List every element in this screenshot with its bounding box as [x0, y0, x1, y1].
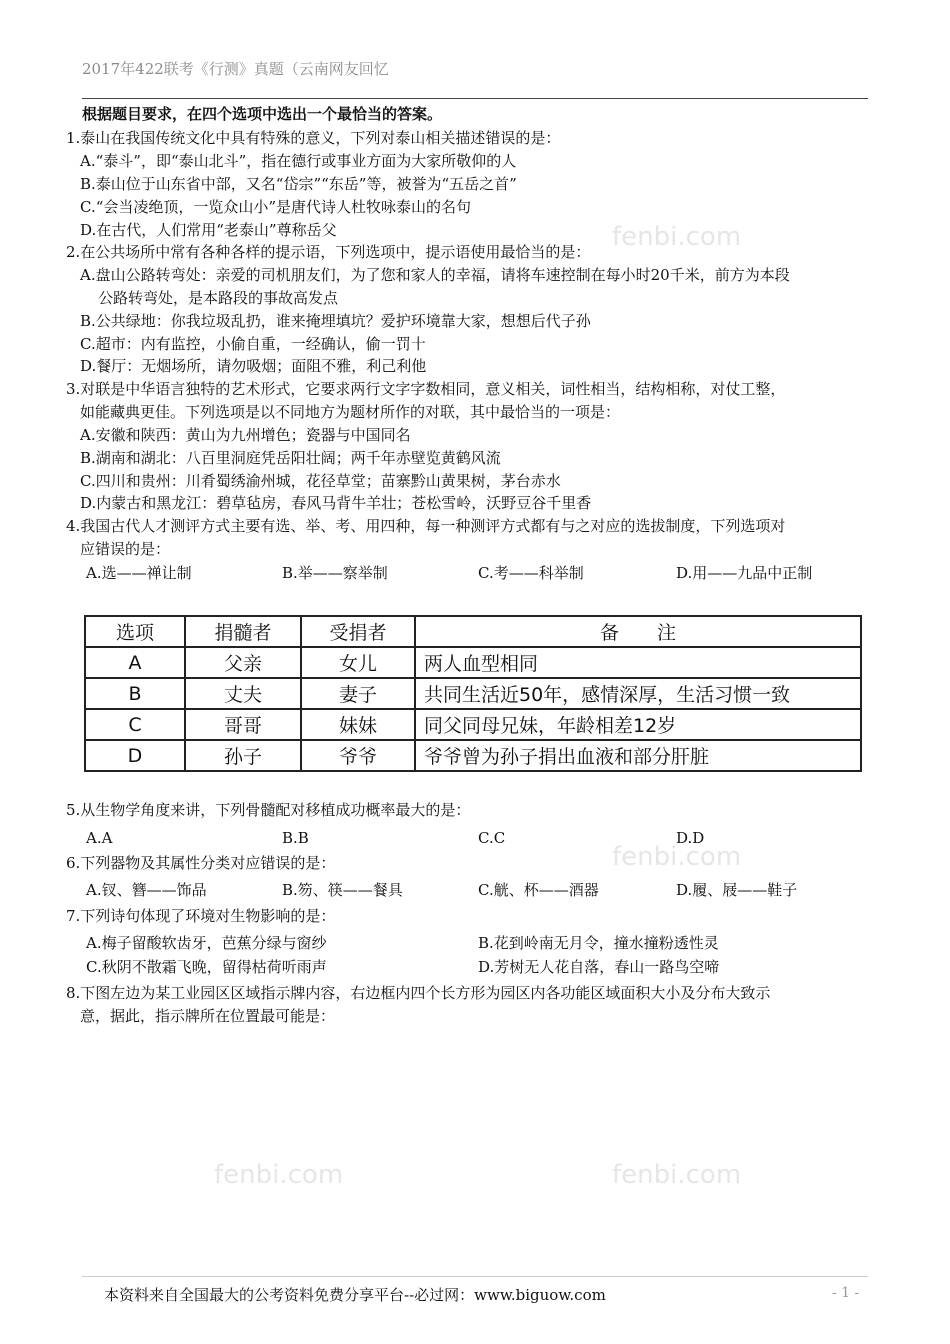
q4-option-d: D.用——九品中正制: [676, 564, 813, 582]
q1-option-c: C.“会当凌绝顶，一览众山小”是唐代诗人杜牧咏泰山的名句: [80, 198, 472, 216]
q4-stem: 4.我国古代人才测评方式主要有选、举、考、用四种，每一种测评方式都有与之对应的选拔制度，下列选项对: [66, 517, 786, 535]
q1-option-d: D.在古代，人们常用“老泰山”尊称岳父: [80, 221, 337, 239]
q7-stem: 7.下列诗句体现了环境对生物影响的是：: [66, 907, 336, 925]
q2-option-d: D.餐厅：无烟场所，请勿吸烟；面阻不雅，利己利他: [80, 357, 427, 375]
q3-option-c: C.四川和贵州：川肴蜀绣渝州城，花径草堂；苗寨黔山黄果树，茅台赤水: [80, 472, 561, 490]
q2-option-b: B.公共绿地：你我垃圾乱扔，谁来掩埋填坑？爱护环境靠大家，想想后代子孙: [80, 312, 591, 330]
q3-option-a: A.安徽和陕西：黄山为九州增色；瓷器与中国同名: [80, 426, 411, 444]
q3-stem-cont: 如能藏典更佳。下列选项是以不同地方为题材所作的对联，其中最恰当的一项是：: [80, 403, 621, 421]
table-cell: 哥哥: [185, 709, 301, 740]
table-cell: 妹妹: [301, 709, 415, 740]
q4-option-a: A.选——禅让制: [86, 564, 192, 582]
table-cell: 父亲: [185, 647, 301, 678]
q6-option-b: B.笏、筷——餐具: [282, 881, 403, 899]
q1-stem: 1.泰山在我国传统文化中具有特殊的意义，下列对泰山相关描述错误的是：: [66, 129, 561, 147]
footer-text: 本资料来自全国最大的公考资料免费分享平台--必过网：www.biguow.com: [104, 1286, 606, 1304]
donor-table: [84, 615, 862, 772]
table-cell: 妻子: [301, 678, 415, 709]
q2-stem: 2.在公共场所中常有各种各样的提示语，下列选项中，提示语使用最恰当的是：: [66, 243, 591, 261]
q7-option-d: D.芳树无人花自落，春山一路鸟空啼: [478, 958, 720, 976]
q5-option-c: C.C: [478, 829, 506, 847]
q3-option-b: B.湖南和湖北：八百里洞庭凭岳阳壮阔；两千年赤壁览黄鹤风流: [80, 449, 501, 467]
table-cell: 共同生活近50年，感情深厚，生活习惯一致: [415, 678, 861, 709]
q8-stem-cont: 意，据此，指示牌所在位置最可能是：: [80, 1007, 336, 1025]
q7-option-c: C.秋阴不散霜飞晚，留得枯荷听雨声: [86, 958, 327, 976]
table-cell: A: [85, 647, 185, 678]
q4-stem-cont: 应错误的是：: [80, 540, 171, 558]
page-header: 2017年422联考《行测》真题（云南网友回忆: [82, 60, 389, 78]
table-cell: D: [85, 740, 185, 771]
q7-option-a: A.梅子留酸软齿牙，芭蕉分绿与窗纱: [86, 934, 327, 952]
table-cell: 同父同母兄妹，年龄相差12岁: [415, 709, 861, 740]
q3-option-d: D.内蒙古和黑龙江：碧草毡房，春风马背牛羊壮；苍松雪岭，沃野豆谷千里香: [80, 494, 592, 512]
q6-stem: 6.下列器物及其属性分类对应错误的是：: [66, 854, 336, 872]
q1-option-a: A.“泰斗”，即“泰山北斗”，指在德行或事业方面为大家所敬仰的人: [80, 152, 517, 170]
table-cell: 爷爷曾为孙子捐出血液和部分肝脏: [415, 740, 861, 771]
header-divider: [82, 98, 868, 99]
q2-option-a: A.盘山公路转弯处：亲爱的司机朋友们，为了您和家人的幸福，请将车速控制在每小时20千米，前方为本段: [80, 266, 790, 284]
q2-option-a-cont: 公路转弯处，是本路段的事故高发点: [98, 289, 339, 307]
q3-stem: 3.对联是中华语言独特的艺术形式，它要求两行文字字数相同，意义相关，词性相当，结构相称，对仗工整，: [66, 380, 786, 398]
footer-divider: [82, 1276, 868, 1277]
q6-option-a: A.钗、簪——饰品: [86, 881, 207, 899]
q6-option-d: D.履、屐——鞋子: [676, 881, 798, 899]
table-cell: 丈夫: [185, 678, 301, 709]
table-header-cell: 受捐者: [301, 616, 415, 647]
table-cell: C: [85, 709, 185, 740]
page-number: - 1 -: [832, 1285, 860, 1301]
table-cell: B: [85, 678, 185, 709]
table-header-cell: 选项: [85, 616, 185, 647]
q8-stem: 8.下图左边为某工业园区区域指示牌内容，右边框内四个长方形为园区内各功能区域面积大小及分布大致示: [66, 984, 771, 1002]
watermark: fenbi.com: [612, 842, 742, 872]
q5-option-a: A.A: [86, 829, 113, 847]
q4-option-b: B.举——察举制: [282, 564, 388, 582]
q5-option-b: B.B: [282, 829, 309, 847]
table-cell: 孙子: [185, 740, 301, 771]
watermark: fenbi.com: [214, 1160, 344, 1190]
table-header-row: [85, 616, 861, 647]
watermark: fenbi.com: [612, 222, 742, 252]
table-cell: 女儿: [301, 647, 415, 678]
q6-option-c: C.觥、杯——酒器: [478, 881, 599, 899]
table-header-cell: 捐髓者: [185, 616, 301, 647]
instruction: 根据题目要求，在四个选项中选出一个最恰当的答案。: [82, 105, 443, 123]
table-cell: 爷爷: [301, 740, 415, 771]
table-header-cell: 备 注: [415, 616, 861, 647]
q2-option-c: C.超市：内有监控，小偷自重，一经确认，偷一罚十: [80, 335, 426, 353]
table-row: [85, 647, 861, 678]
table-row: [85, 678, 861, 709]
table-row: [85, 709, 861, 740]
q1-option-b: B.泰山位于山东省中部，又名“岱宗”“东岳”等，被誉为“五岳之首”: [80, 175, 517, 193]
q5-option-d: D.D: [676, 829, 705, 847]
table-cell: 两人血型相同: [415, 647, 861, 678]
table-row: [85, 740, 861, 771]
watermark: fenbi.com: [612, 1160, 742, 1190]
q4-option-c: C.考——科举制: [478, 564, 584, 582]
q5-stem: 5.从生物学角度来讲，下列骨髓配对移植成功概率最大的是：: [66, 801, 471, 819]
q7-option-b: B.花到岭南无月令，撞水撞粉透性灵: [478, 934, 719, 952]
